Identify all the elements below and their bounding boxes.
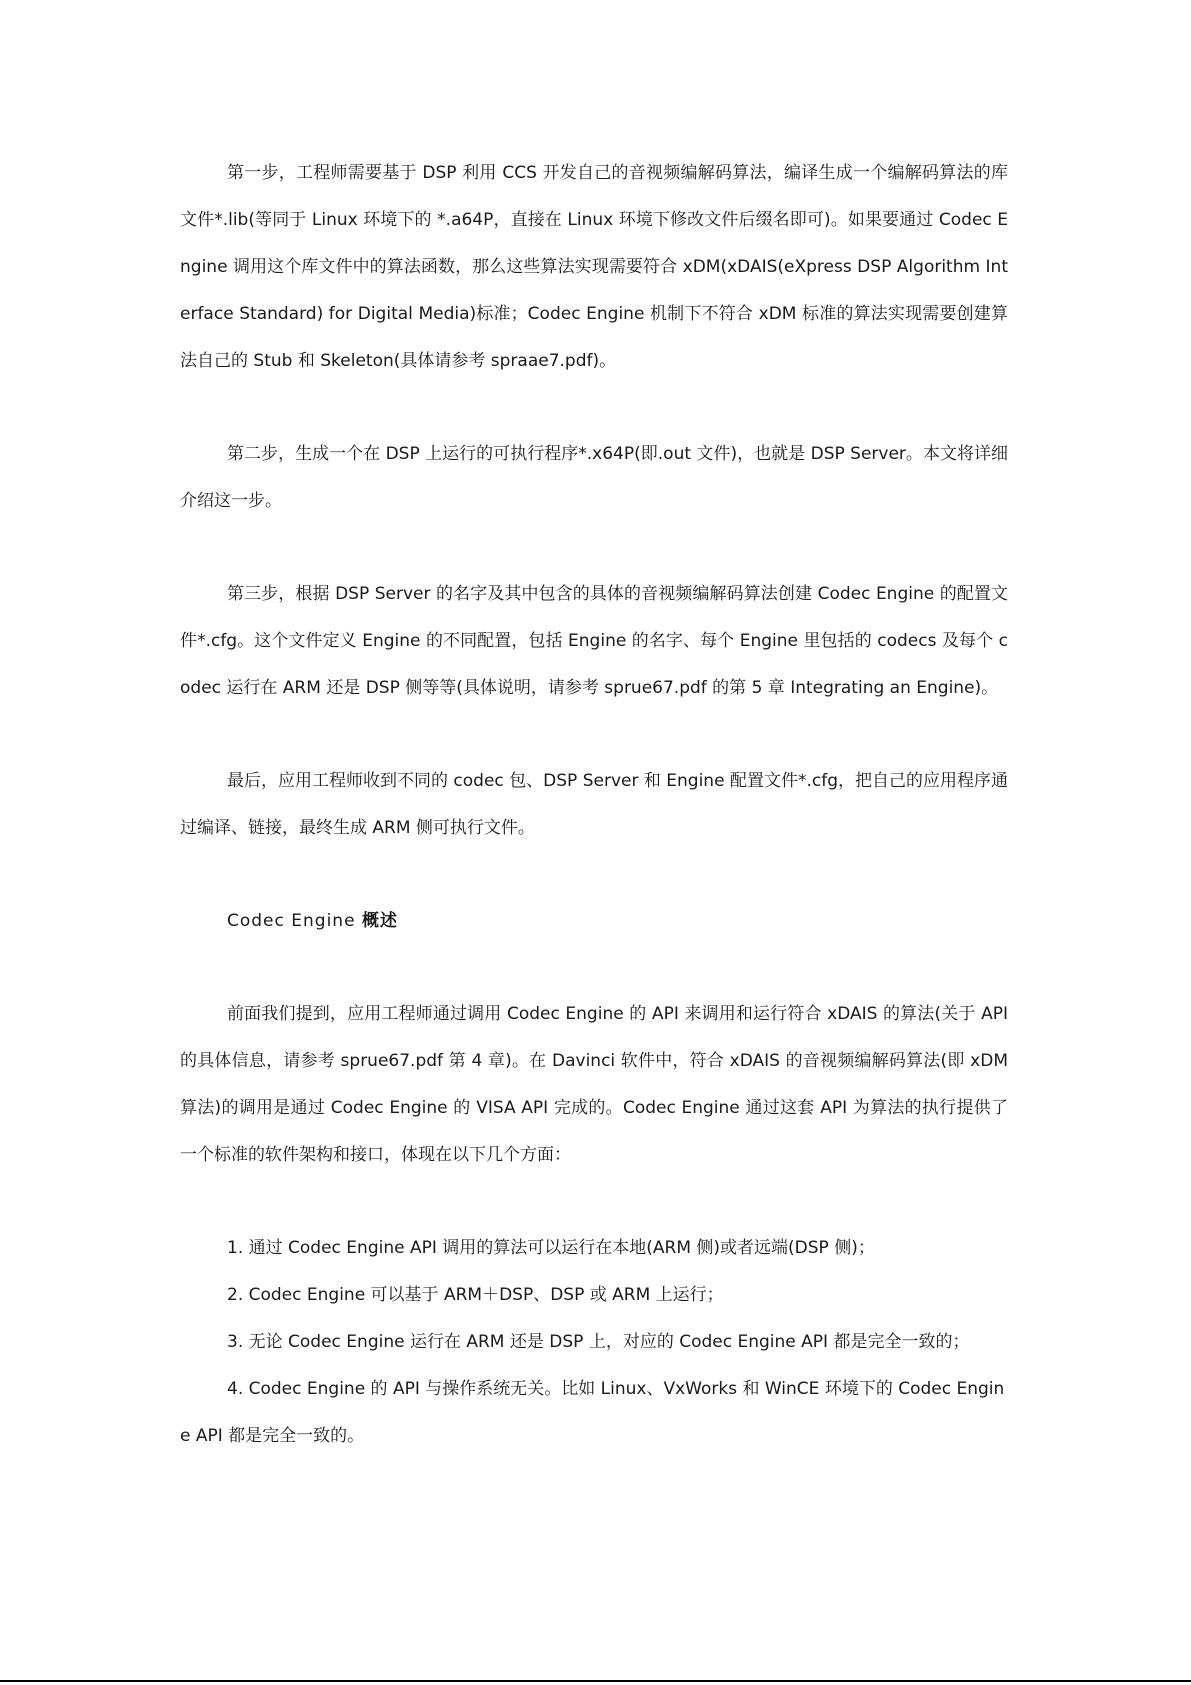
paragraph-spacer — [180, 525, 1008, 571]
paragraph-step-three: 第三步，根据 DSP Server 的名字及其中包含的具体的音视频编解码算法创建 Codec Engine 的配置文件*.cfg。这个文件定义 Engine 的不同配置，包括 Engine 的名字、每个 Engine 里包括的 codecs 及每个 codec 运行在 ARM 还是 DSP 侧等等(具体说明，请参考 sprue67.pdf 的第 5 章 Integrating an Engine)。 — [180, 584, 1008, 698]
paragraph-spacer — [180, 852, 1008, 898]
paragraph-step-two: 第二步，生成一个在 DSP 上运行的可执行程序*.x64P(即.out 文件)，也就是 DSP Server。本文将详细介绍这一步。 — [180, 444, 1008, 511]
paragraph-spacer — [180, 712, 1008, 758]
list-item: 4. Codec Engine 的 API 与操作系统无关。比如 Linux、VxWorks 和 WinCE 环境下的 Codec Engine API 都是完全一致的。 — [180, 1379, 1005, 1446]
section-heading-latin: Codec Engine — [227, 911, 356, 931]
list-item: 3. 无论 Codec Engine 运行在 ARM 还是 DSP 上，对应的 Codec Engine API 都是完全一致的； — [227, 1332, 970, 1352]
section-heading-cjk: 概述 — [361, 911, 398, 931]
section-heading — [180, 898, 1008, 945]
paragraph-overview: 前面我们提到，应用工程师通过调用 Codec Engine 的 API 来调用和运行符合 xDAIS 的算法(关于 API 的具体信息，请参考 sprue67.pdf 第 4 章)。在 Davinci 软件中，符合 xDAIS 的音视频编解码算法(即 xDM 算法)的调用是通过 Codec Engine 的 VISA API 完成的。Codec Engine 通过这套 API 为算法的执行提供了一个标准的软件架构和接口，体现在以下几个方面： — [180, 1004, 1008, 1165]
list-item: 2. Codec Engine 可以基于 ARM＋DSP、DSP 或 ARM 上运行； — [227, 1285, 724, 1305]
paragraph-final-step: 最后，应用工程师收到不同的 codec 包、DSP Server 和 Engine 配置文件*.cfg，把自己的应用程序通过编译、链接，最终生成 ARM 侧可执行文件。 — [180, 771, 1008, 838]
feature-list — [180, 1225, 1008, 1460]
paragraph-spacer — [180, 385, 1008, 431]
paragraph-spacer — [180, 1179, 1008, 1225]
paragraph-spacer — [180, 945, 1008, 991]
list-item: 1. 通过 Codec Engine API 调用的算法可以运行在本地(ARM 侧)或者远端(DSP 侧)； — [227, 1238, 875, 1258]
page-bottom-rule — [0, 1680, 1191, 1682]
document-body — [180, 150, 1008, 1460]
paragraph-step-one: 第一步，工程师需要基于 DSP 利用 CCS 开发自己的音视频编解码算法，编译生成一个编解码算法的库文件*.lib(等同于 Linux 环境下的 *.a64P，直接在 Linux 环境下修改文件后缀名即可)。如果要通过 Codec Engine 调用这个库文件中的算法函数，那么这些算法实现需要符合 xDM(xDAIS(eXpress DSP Algorithm Interface Standard) for Digital Media)标准；Codec Engine 机制下不符合 xDM 标准的算法实现需要创建算法自己的 Stub 和 Skeleton(具体请参考 spraae7.pdf)。 — [180, 163, 1008, 371]
